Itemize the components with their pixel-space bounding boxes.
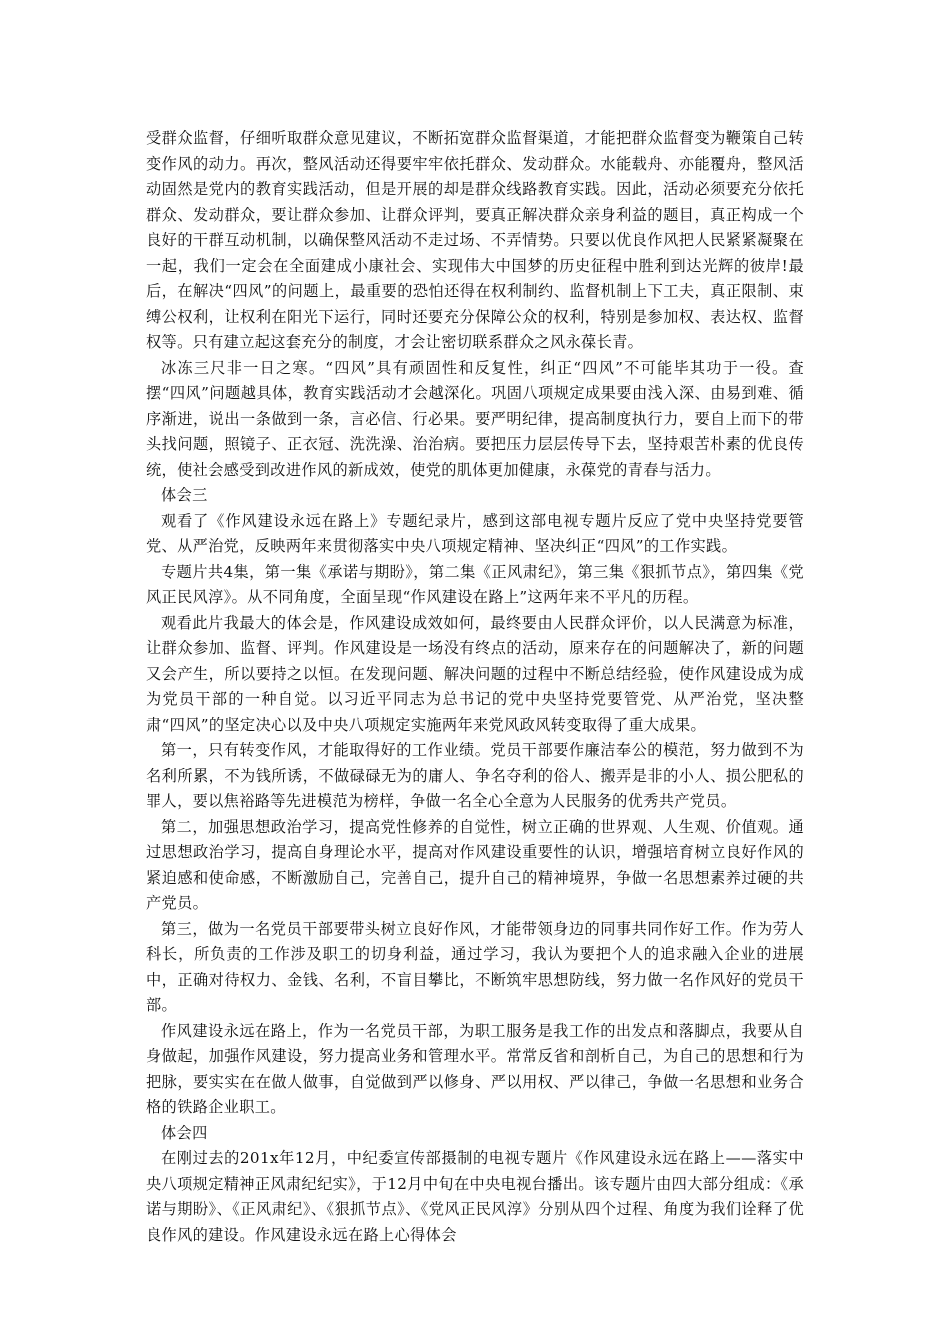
paragraph: 专题片共4集，第一集《承诺与期盼》，第二集《正风肃纪》，第三集《狠抓节点》，第四集《党风正民风淳》。从不同角度，全面呈现“作风建设在路上”这两年来不平凡的历程。 xyxy=(146,562,804,606)
paragraph: 作风建设永远在路上，作为一名党员干部，为职工服务是我工作的出发点和落脚点，我要从自身做起，加强作风建设，努力提高业务和管理水平。常常反省和剖析自己，为自己的思想和行为把脉，要实实在在做人做事，自觉做到严以修身、严以用权、严以律己，争做一名思想和业务合格的铁路企业职工。 xyxy=(146,1021,804,1116)
paragraph: 在刚过去的201x年12月，中纪委宣传部摄制的电视专题片《作风建设永远在路上——落实中央八项规定精神正风肃纪纪实》，于12月中旬在中央电视台播出。该专题片由四大部分组成：《承诺与期盼》、《正风肃纪》、《狠抓节点》、《党风正民风淳》分别从四个过程、角度为我们诠释了优良作风的建设。作风建设永远在路上心得体会 xyxy=(146,1149,804,1244)
paragraph: 观看此片我最大的体会是，作风建设成效如何，最终要由人民群众评价，以人民满意为标准，让群众参加、监督、评判。作风建设是一场没有终点的活动，原来存在的问题解决了，新的问题又会产生，所以要持之以恒。在发现问题、解决问题的过程中不断总结经验，使作风建设成为成为党员干部的一种自觉。以习近平同志为总书记的党中央坚持党要管党、从严治党，坚决整肃“四风”的坚定决心以及中央八项规定实施两年来党风政风转变取得了重大成果。 xyxy=(146,613,804,734)
section-heading: 体会四 xyxy=(161,1123,208,1142)
paragraph: 冰冻三尺非一日之寒。“四风”具有顽固性和反复性，纠正“四风”不可能毕其功于一役。查摆“四风”问题越具体，教育实践活动才会越深化。巩固八项规定成果要由浅入深、由易到难、循序渐进，说出一条做到一条，言必信、行必果。要严明纪律，提高制度执行力，要自上而下的带头找问题，照镜子、正衣冠、洗洗澡、治治病。要把压力层层传导下去，坚持艰苦朴素的优良传统，使社会感受到改进作风的新成效，使党的肌体更加健康，永葆党的青春与活力。 xyxy=(146,358,804,479)
document-body xyxy=(146,126,804,1248)
section-heading: 体会三 xyxy=(161,486,208,504)
paragraph: 观看了《作风建设永远在路上》专题纪录片，感到这部电视专题片反应了党中央坚持党要管党、从严治党，反映两年来贯彻落实中央八项规定精神、坚决纠正“四风”的工作实践。 xyxy=(146,511,804,555)
paragraph: 受群众监督，仔细听取群众意见建议，不断拓宽群众监督渠道，才能把群众监督变为鞭策自己转变作风的动力。再次，整风活动还得要牢牢依托群众、发动群众。水能载舟、亦能覆舟，整风活动固然是党内的教育实践活动，但是开展的却是群众线路教育实践。因此，活动必须要充分依托群众、发动群众，要让群众参加、让群众评判，要真正解决群众亲身利益的题目，真正构成一个良好的干群互动机制，以确保整风活动不走过场、不弄情势。只要以优良作风把人民紧紧凝聚在一起，我们一定会在全面建成小康社会、实现伟大中国梦的历史征程中胜利到达光辉的彼岸!最后，在解决“四风”的问题上，最重要的恐怕还得在权利制约、监督机制上下工夫，真正限制、束缚公权利，让权利在阳光下运行，同时还要充分保障公众的权利，特别是参加权、表达权、监督权等。只有建立起这套充分的制度，才会让密切联系群众之风永葆长青。 xyxy=(146,129,804,351)
paragraph: 第三，做为一名党员干部要带头树立良好作风，才能带领身边的同事共同作好工作。作为劳人科长，所负责的工作涉及职工的切身利益，通过学习，我认为要把个人的追求融入企业的进展中，正确对待权力、金钱、名利，不盲目攀比，不断筑牢思想防线，努力做一名作风好的党员干部。 xyxy=(146,919,804,1014)
paragraph: 第二，加强思想政治学习，提高党性修养的自觉性，树立正确的世界观、人生观、价值观。通过思想政治学习，提高自身理论水平，提高对作风建设重要性的认识，增强培育树立良好作风的紧迫感和使命感，不断激励自己，完善自己，提升自己的精神境界，争做一名思想素养过硬的共产党员。 xyxy=(146,817,804,912)
paragraph: 第一，只有转变作风，才能取得好的工作业绩。党员干部要作廉洁奉公的模范，努力做到不为名利所累，不为钱所诱，不做碌碌无为的庸人、争名夺利的俗人、搬弄是非的小人、损公肥私的罪人，要以焦裕路等先进模范为榜样，争做一名全心全意为人民服务的优秀共产党员。 xyxy=(146,741,804,810)
